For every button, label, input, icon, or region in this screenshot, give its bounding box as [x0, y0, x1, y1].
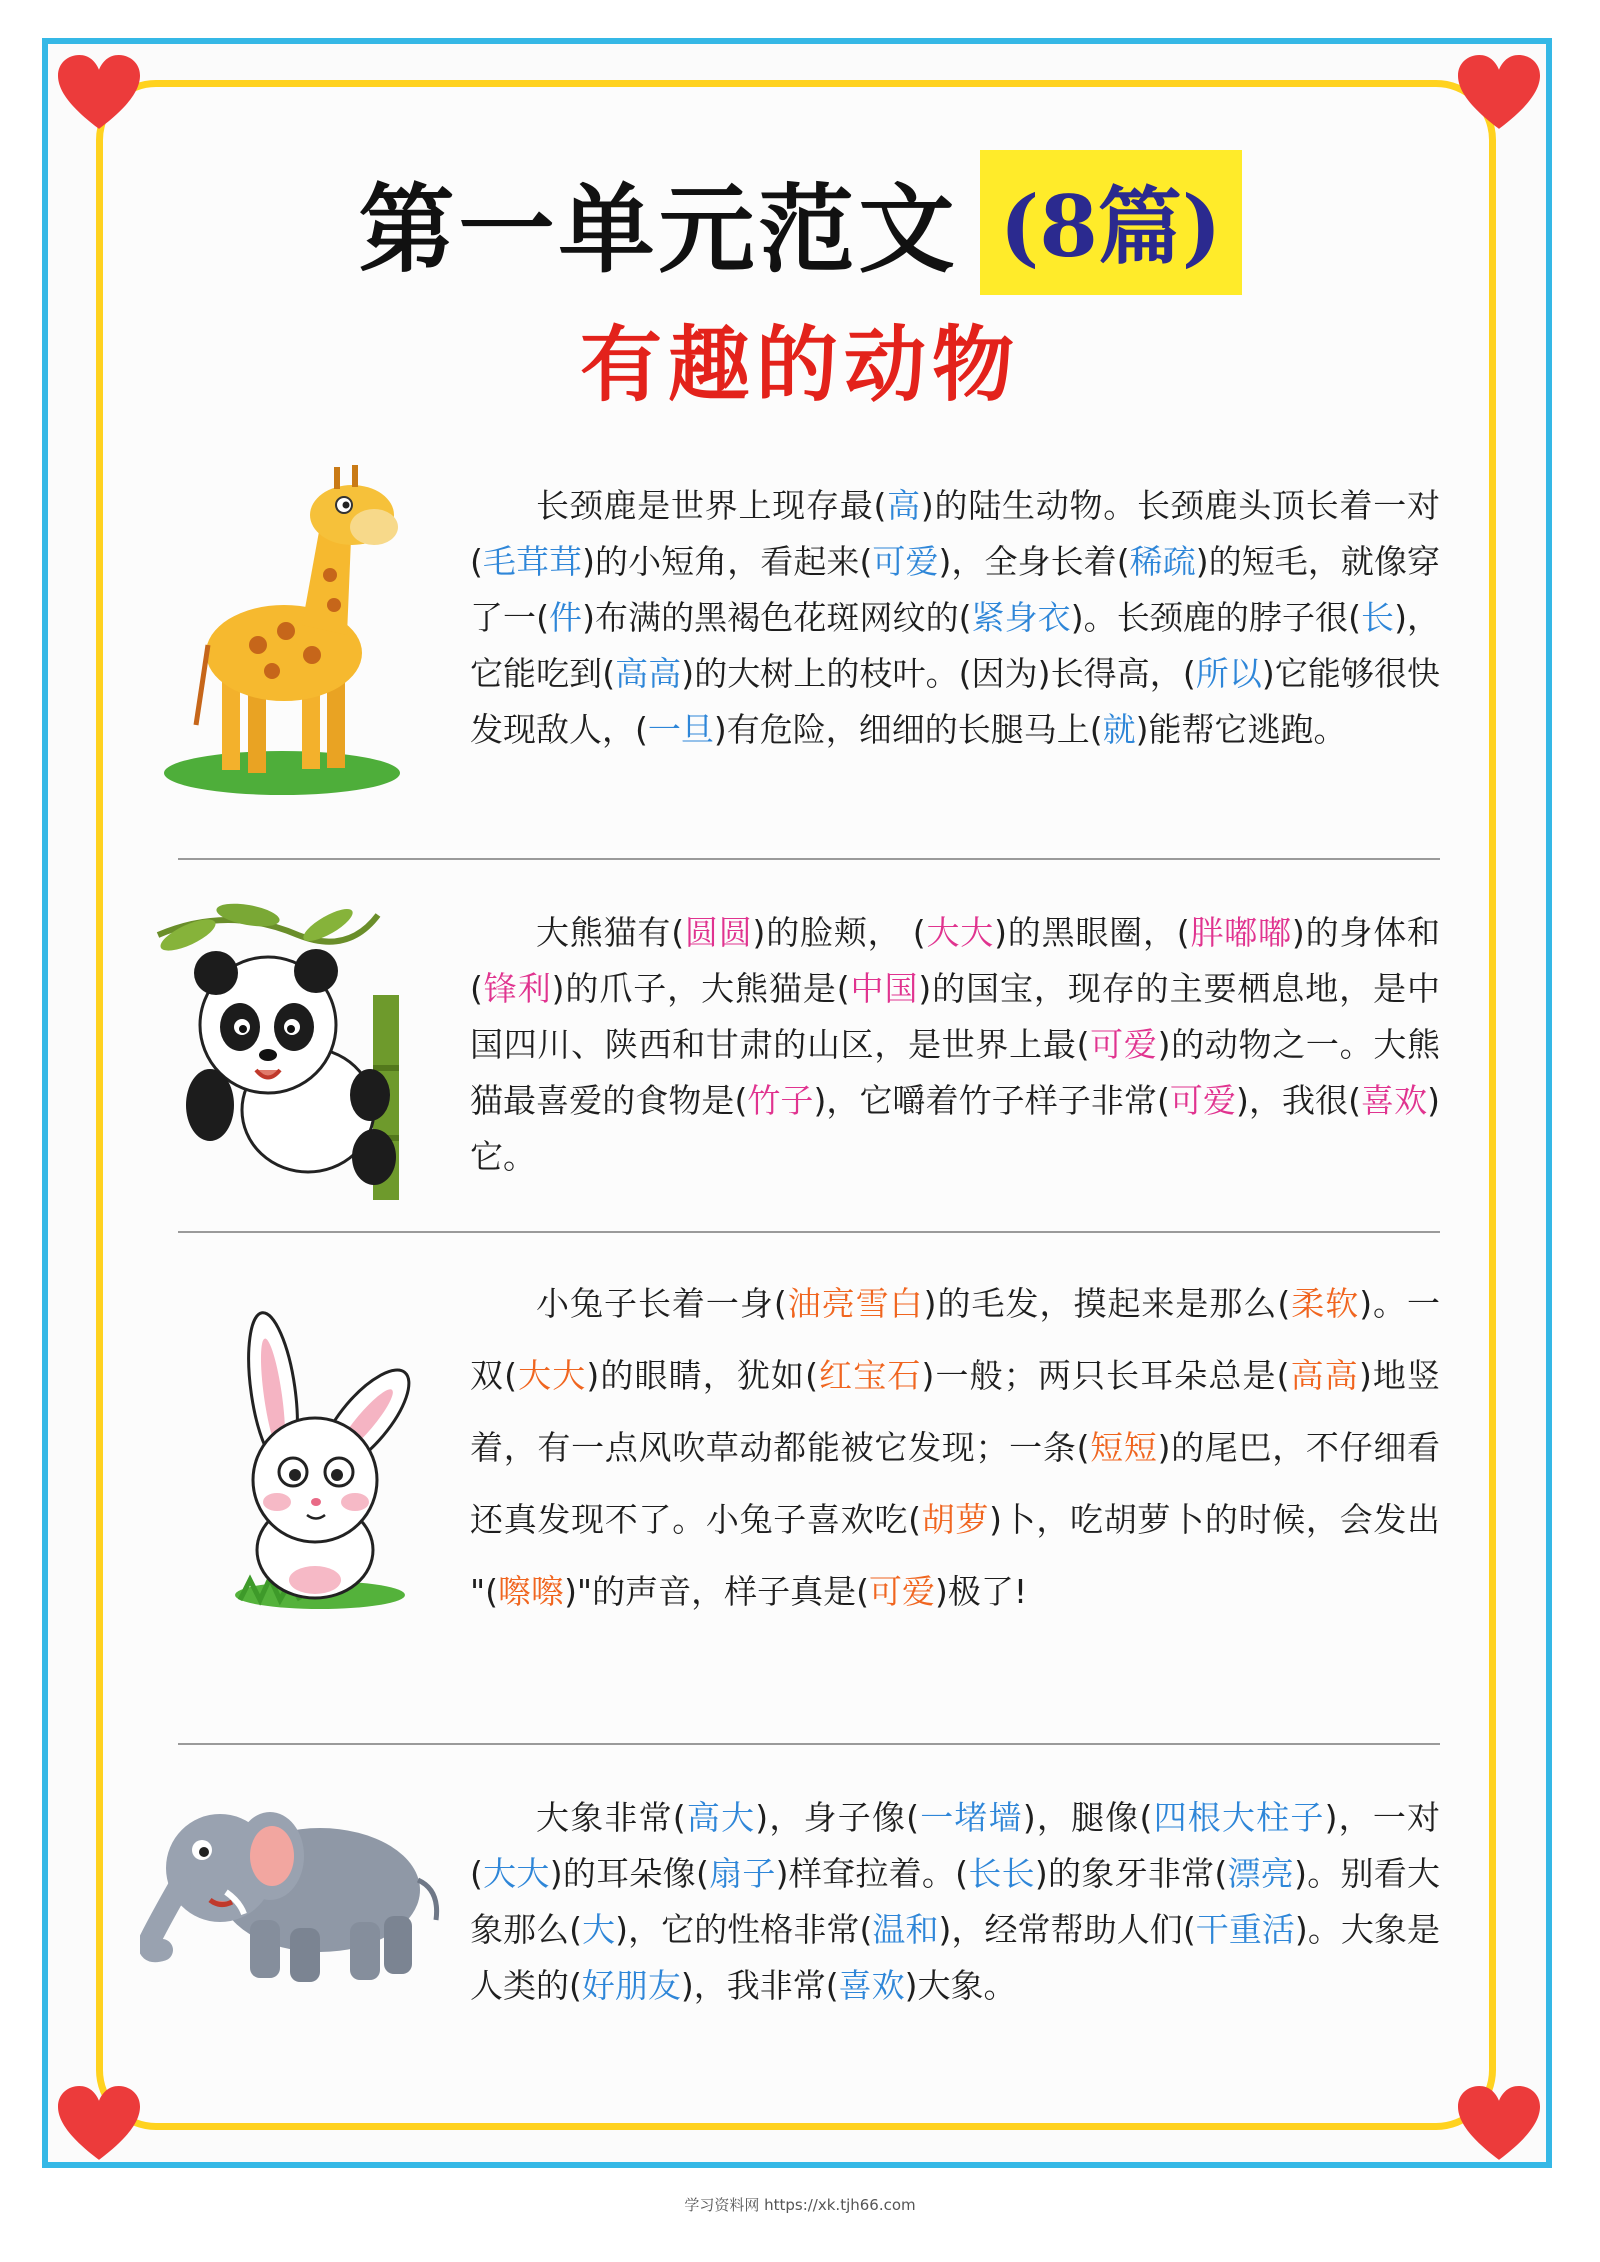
text-run: )，它嚼着竹子样子非常( [813, 1081, 1170, 1120]
highlighted-word: 大 [582, 1910, 616, 1949]
highlighted-word: 柔软 [1290, 1284, 1360, 1323]
text-run: )的脸颊， ( [752, 913, 926, 952]
text-run: )有危险，细细的长腿马上( [713, 710, 1103, 749]
page-subtitle: 有趣的动物 [579, 318, 1020, 413]
text-run: )的大树上的枝叶。(因为)长得高，( [681, 654, 1196, 693]
title-badge: (8篇) [980, 150, 1242, 295]
highlighted-word: 大大 [482, 1854, 550, 1893]
highlighted-word: 长长 [968, 1854, 1035, 1893]
section-divider [178, 1231, 1440, 1233]
highlighted-word: 扇子 [708, 1854, 776, 1893]
highlighted-word: 圆圆 [684, 913, 753, 952]
text-run: )的身体和( [470, 913, 1441, 1008]
heart-icon [58, 55, 140, 133]
text-run: )的象牙非常( [1034, 1854, 1228, 1893]
page-title: 第一单元范文 [358, 173, 959, 286]
text-run: )的小短角，看起来( [582, 542, 873, 581]
text-run: )，腿像( [1022, 1798, 1153, 1837]
highlighted-word: 油亮雪白 [786, 1284, 924, 1323]
highlighted-word: 可爱 [869, 1572, 935, 1611]
rabbit-icon [215, 1310, 420, 1620]
text-run: )极了! [935, 1572, 1028, 1611]
text-run: 大象非常( [536, 1798, 686, 1837]
text-run: )地竖着，有一点风吹草动都能被它发现；一条( [470, 1356, 1441, 1467]
heart-icon [1458, 2086, 1540, 2164]
highlighted-word: 干重活 [1195, 1910, 1295, 1949]
text-run: )的爪子，大熊猫是( [551, 969, 850, 1008]
heart-icon [1458, 55, 1540, 133]
text-run: )能帮它逃跑。 [1135, 710, 1347, 749]
highlighted-word: 一旦 [647, 710, 714, 749]
text-run: )的陆生动物。长颈鹿头顶长着一对( [470, 486, 1440, 581]
text-run: )的动物之一。大熊猫最喜爱的食物是( [470, 1025, 1441, 1120]
text-run: )，我很( [1236, 1081, 1361, 1120]
section-divider [178, 1743, 1440, 1745]
text-run: )，我非常( [680, 1966, 839, 2005]
text-run: 小兔子长着一身( [536, 1284, 787, 1323]
text-run: )，它能吃到( [470, 598, 1441, 693]
highlighted-word: 短短 [1089, 1428, 1158, 1467]
highlighted-word: 嚓嚓 [498, 1572, 565, 1611]
highlighted-word: 长 [1360, 598, 1395, 637]
highlighted-word: 可爱 [872, 542, 939, 581]
highlighted-word: 温和 [872, 1910, 939, 1949]
text-run: )布满的黑褐色花斑网纹的( [582, 598, 972, 637]
text-run: )，经常帮助人们( [938, 1910, 1196, 1949]
text-run: )。一双( [470, 1284, 1441, 1395]
panda-paragraph [470, 905, 1440, 1185]
text-run: )，一对( [470, 1798, 1441, 1893]
text-run: )它能够很快发现敌人，( [470, 654, 1441, 749]
text-run: )，它的性格非常( [615, 1910, 873, 1949]
section-text [470, 1790, 1440, 2014]
elephant-paragraph [470, 1790, 1440, 2014]
text-run: )的尾巴，不仔细看还真发现不了。小兔子喜欢吃( [470, 1428, 1441, 1539]
panda-icon [148, 895, 413, 1205]
text-run: )的国宝，现存的主要栖息地，是中国四川、陕西和甘肃的山区，是世界上最( [470, 969, 1440, 1064]
text-run: )"的声音，样子真是( [564, 1572, 869, 1611]
highlighted-word: 毛茸茸 [482, 542, 583, 581]
text-run: 长颈鹿是世界上现存最( [536, 486, 887, 525]
highlighted-word: 胖嘟嘟 [1189, 913, 1292, 952]
text-run: )的耳朵像( [549, 1854, 709, 1893]
highlighted-word: 四根大柱子 [1152, 1798, 1325, 1837]
highlighted-word: 中国 [849, 969, 919, 1008]
highlighted-word: 高 [886, 486, 921, 525]
giraffe-icon [152, 455, 407, 800]
highlighted-word: 漂亮 [1227, 1854, 1295, 1893]
section-text [470, 478, 1440, 758]
highlighted-word: 好朋友 [581, 1966, 681, 2005]
highlighted-word: 胡萝 [920, 1500, 990, 1539]
title-row [0, 150, 1600, 295]
section-text [470, 905, 1440, 1185]
text-run: )。长颈鹿的脖子很( [1070, 598, 1361, 637]
text-run: )的毛发，摸起来是那么( [923, 1284, 1291, 1323]
highlighted-word: 竹子 [747, 1081, 814, 1120]
section-text [470, 1268, 1440, 1628]
highlighted-word: 紧身衣 [971, 598, 1071, 637]
highlighted-word: 大大 [517, 1356, 587, 1395]
highlighted-word: 喜欢 [838, 1966, 905, 2005]
highlighted-word: 可爱 [1089, 1025, 1158, 1064]
highlighted-word: 高大 [685, 1798, 756, 1837]
highlighted-word: 高高 [1289, 1356, 1359, 1395]
rabbit-paragraph [470, 1268, 1440, 1628]
highlighted-word: 红宝石 [817, 1356, 922, 1395]
text-run: 大熊猫有( [536, 913, 685, 952]
highlighted-word: 件 [548, 598, 583, 637]
highlighted-word: 锋利 [482, 969, 552, 1008]
elephant-icon [140, 1790, 450, 1990]
highlighted-word: 就 [1102, 710, 1136, 749]
text-run: )的眼睛，犹如( [586, 1356, 818, 1395]
footer-watermark: 学习资料网 https://xk.tjh66.com [684, 2196, 916, 2214]
text-run: )的黑眼圈，( [994, 913, 1190, 952]
text-run: )的短毛，就像穿了一( [470, 542, 1441, 637]
text-run: )。大象是人类的( [470, 1910, 1441, 2005]
highlighted-word: 所以 [1195, 654, 1262, 693]
highlighted-word: 大大 [925, 913, 995, 952]
highlighted-word: 高高 [615, 654, 682, 693]
highlighted-word: 喜欢 [1360, 1081, 1428, 1120]
text-run: )它。 [470, 1081, 1441, 1176]
text-run: )卜，吃胡萝卜的时候，会发出 "( [470, 1500, 1441, 1611]
highlighted-word: 一堵墙 [919, 1798, 1023, 1837]
text-run: )，全身长着( [938, 542, 1130, 581]
text-run: )大象。 [904, 1966, 1017, 2005]
text-run: )一般；两只长耳朵总是( [921, 1356, 1290, 1395]
highlighted-word: 稀疏 [1129, 542, 1196, 581]
text-run: )，身子像( [755, 1798, 920, 1837]
text-run: )样耷拉着。( [775, 1854, 969, 1893]
highlighted-word: 可爱 [1169, 1081, 1237, 1120]
heart-icon [58, 2086, 140, 2164]
giraffe-paragraph [470, 478, 1440, 758]
section-divider [178, 858, 1440, 860]
text-run: )。别看大象那么( [470, 1854, 1441, 1949]
